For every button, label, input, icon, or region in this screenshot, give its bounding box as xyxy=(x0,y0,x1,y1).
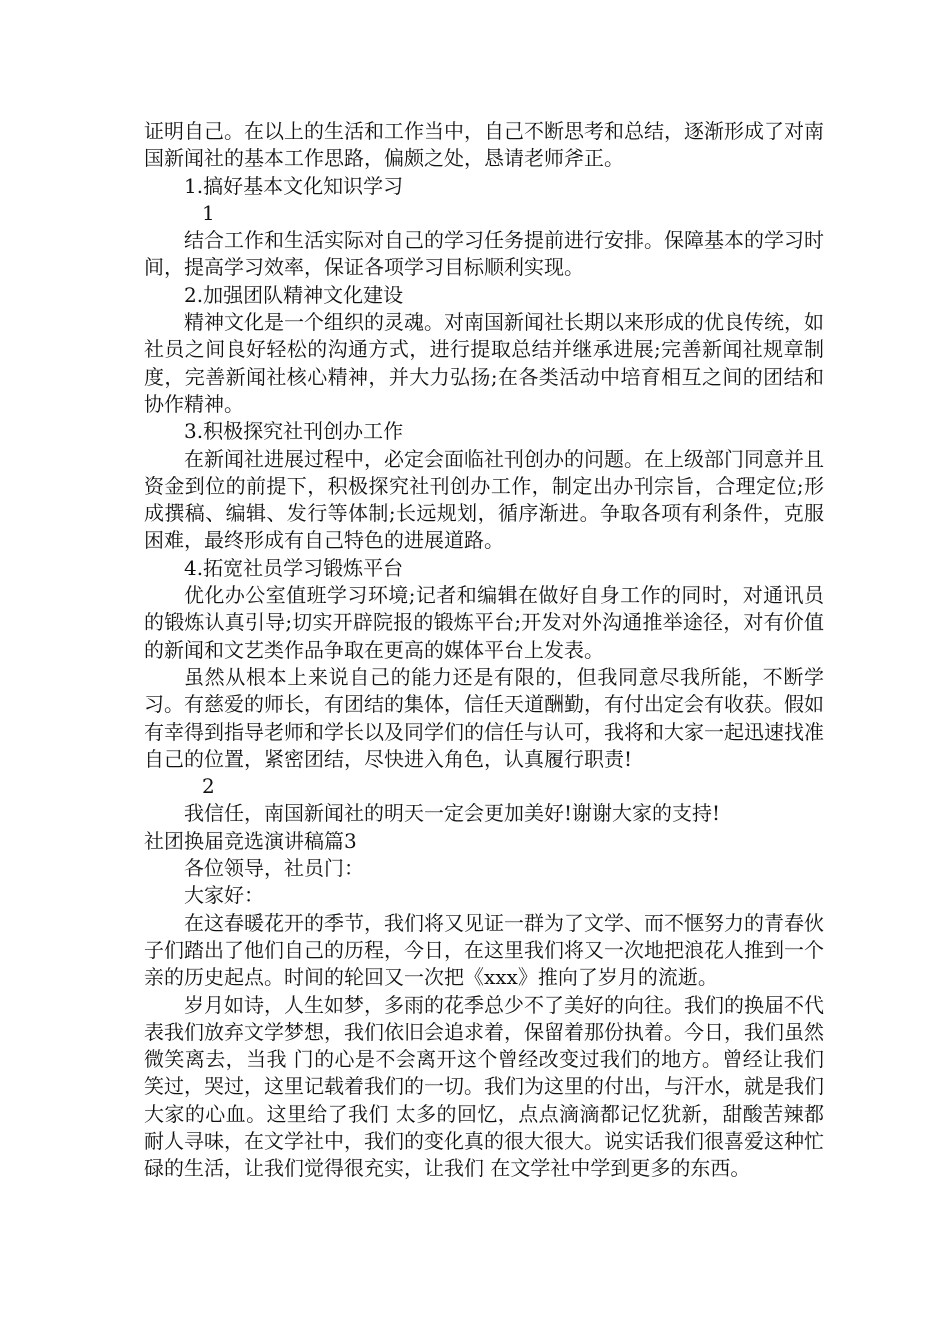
page-number: 1 xyxy=(202,200,215,225)
paragraph: 结合工作和生活实际对自己的学习任务提前进行安排。保障基本的学习时间，提高学习效率，保证各项学习目标顺利实现。 xyxy=(144,228,824,280)
greeting: 大家好： xyxy=(184,883,264,908)
paragraph: 优化办公室值班学习环境;记者和编辑在做好自身工作的同时，对通讯员的锻炼认真引导;切实开辟院报的锻炼平台;开发对外沟通推举途径，对有价值的新闻和文艺类作品争取在更高的媒体平台上发表。 xyxy=(144,583,824,662)
section-heading: 3.积极探究社刊创办工作 xyxy=(184,419,404,444)
paragraph: 岁月如诗，人生如梦，多雨的花季总少不了美好的向往。我们的换届不代表我们放弃文学梦想，我们依旧会追求着，保留着那份执着。今日，我们虽然微笑离去，当我 门的心是不会离开这个曾经改变过我们的地方。曾经让我们笑过，哭过，这里记载着我们的一切。我们为这里的付出，与汗水，就是我们大家的心血。这里给了我们 太多的回忆，点点滴滴都记忆犹新，甜酸苦辣都耐人寻味，在文学社中，我们的变化真的很大很大。说实话我们很喜爱这种忙碌的生活，让我们觉得很充实，让我们 在文学社中学到更多的东西。 xyxy=(144,992,824,1181)
paragraph: 虽然从根本上来说自己的能力还是有限的，但我同意尽我所能，不断学习。有慈爱的师长，有团结的集体，信任天道酬勤，有付出定会有收获。假如有幸得到指导老师和学长以及同学们的信任与认可，我将和大家一起迅速找准自己的位置，紧密团结，尽快进入角色，认真履行职责! xyxy=(144,664,824,771)
section-heading: 4.拓宽社员学习锻炼平台 xyxy=(184,555,404,580)
paragraph: 证明自己。在以上的生活和工作当中，自己不断思考和总结，逐渐形成了对南国新闻社的基本工作思路，偏颇之处，恳请老师斧正。 xyxy=(144,119,824,171)
article-title: 社团换届竞选演讲稿篇3 xyxy=(144,828,357,853)
paragraph: 在这春暖花开的季节，我们将又见证一群为了文学、而不惬努力的青春伙子们踏出了他们自己的历程，今日，在这里我们将又一次地把浪花人推到一个亲的历史起点。时间的轮回又一次把《xxx》推向了岁月的流逝。 xyxy=(144,910,824,990)
salutation: 各位领导，社员门： xyxy=(184,856,364,881)
page-number: 2 xyxy=(202,774,215,799)
section-heading: 1.搞好基本文化知识学习 xyxy=(184,173,404,198)
paragraph: 精神文化是一个组织的灵魂。对南国新闻社长期以来形成的优良传统，如社员之间良好轻松的沟通方式，进行提取总结并继承进展;完善新闻社规章制度，完善新闻社核心精神，并大力弘扬;在各类活动中培育相互之间的团结和协作精神。 xyxy=(144,310,824,416)
section-heading: 2.加强团队精神文化建设 xyxy=(184,282,404,307)
document-body xyxy=(144,118,824,1183)
paragraph: 在新闻社进展过程中，必定会面临社刊创办的问题。在上级部门同意并且资金到位的前提下，积极探究社刊创办工作，制定出办刊宗旨，合理定位;形成撰稿、编辑、发行等体制;长远规划，循序渐进。争取各项有利条件，克服困难，最终形成有自己特色的进展道路。 xyxy=(144,446,824,553)
paragraph: 我信任，南国新闻社的明天一定会更加美好!谢谢大家的支持! xyxy=(184,801,721,826)
